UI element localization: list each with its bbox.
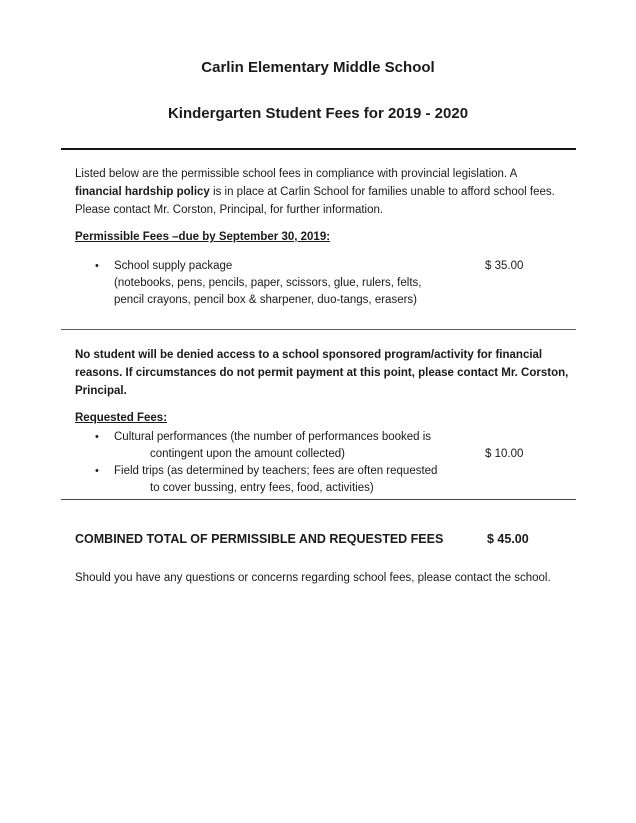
bullet-icon: •: [95, 465, 99, 477]
notice-line-2: reasons. If circumstances do not permit payment at this point, please contact Mr. Corston,: [75, 367, 569, 379]
fee-item-cultural-performances: [75, 429, 580, 463]
fee-item-details-line-1: (notebooks, pens, pencils, paper, scissors, glue, rulers, felts,: [114, 277, 422, 289]
fee-item-name: Field trips (as determined by teachers; fees are often requested: [114, 465, 438, 477]
bullet-icon: •: [95, 431, 99, 443]
school-name-title: Carlin Elementary Middle School: [201, 59, 435, 76]
intro-line-1: Listed below are the permissible school fees in compliance with provincial legislation. A: [75, 168, 518, 180]
fee-item-school-supply: [75, 258, 580, 309]
financial-hardship-policy-emphasis: financial hardship policy: [75, 186, 210, 198]
permissible-fees-heading: Permissible Fees –due by September 30, 2019:: [75, 231, 331, 243]
fee-item-price: $ 35.00: [485, 260, 524, 272]
section-divider-bottom: [61, 499, 576, 500]
intro-line-3: Please contact Mr. Corston, Principal, for further information.: [75, 204, 384, 216]
intro-paragraph: [75, 165, 580, 219]
intro-line-2: [75, 183, 580, 201]
fee-item-details-line-1: to cover bussing, entry fees, food, activities): [150, 482, 374, 494]
requested-fees-list: [75, 429, 580, 497]
document-subtitle: Kindergarten Student Fees for 2019 - 2020: [167, 105, 469, 122]
notice-line-1: No student will be denied access to a school sponsored program/activity for financial: [75, 349, 543, 361]
combined-total-row: [75, 531, 636, 547]
fee-item-details-line-2: pencil crayons, pencil box & sharpener, duo-tangs, erasers): [114, 294, 417, 306]
fee-item-name: School supply package: [114, 260, 233, 272]
fee-item-field-trips: [75, 463, 580, 497]
intro-line-2-rest: is in place at Carlin School for families unable to afford school fees.: [209, 186, 555, 198]
bullet-icon: •: [95, 260, 99, 272]
requested-fees-heading: Requested Fees:: [75, 412, 168, 424]
fee-item-details-line-1: contingent upon the amount collected): [150, 448, 345, 460]
combined-total-label: COMBINED TOTAL OF PERMISSIBLE AND REQUESTED FEES: [75, 532, 444, 546]
fee-item-name: Cultural performances (the number of performances booked is: [114, 431, 432, 443]
fee-item-price: $ 10.00: [485, 448, 524, 460]
section-divider-middle: [61, 329, 576, 330]
combined-total-amount: $ 45.00: [487, 532, 529, 546]
notice-line-3: Principal.: [75, 385, 127, 397]
permissible-fees-list: [75, 258, 580, 309]
financial-notice-paragraph: [75, 346, 580, 400]
footer-contact-note: Should you have any questions or concerns regarding school fees, please contact the school.: [75, 572, 551, 584]
section-divider-top: [61, 148, 576, 150]
